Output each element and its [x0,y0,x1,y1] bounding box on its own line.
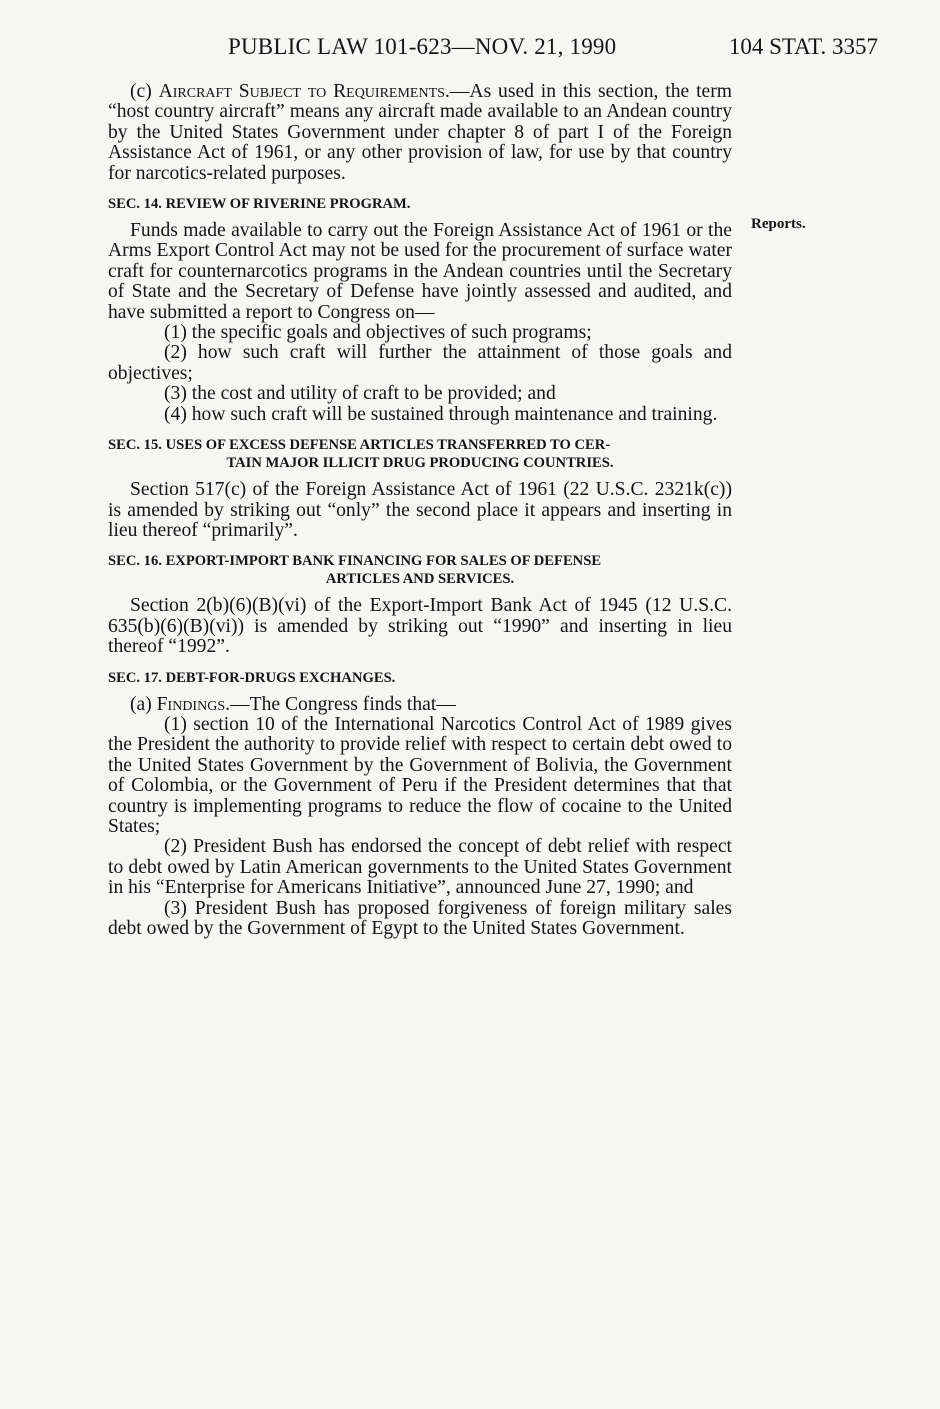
section-17-heading: SEC. 17. DEBT-FOR-DRUGS EXCHANGES. [108,669,396,686]
section-16-heading [108,552,732,588]
section-17-item: (2) President Bush has endorsed the concept of debt relief with respect to debt owed by Latin American governments to the United States Government in his “Enterprise for Americans Initiative”, announced June 27, 1990; and [108,836,732,899]
running-header-title: PUBLIC LAW 101-623—NOV. 21, 1990 [228,34,617,59]
paragraph-text: .—As used in this section, the term “host country aircraft” means any aircraft made available to an Andean country by the United States Government under chapter 8 of part I of the Foreign Assistance Act of 1961, or any other provision of law, for use by that country for narcotics-related purposes. [108,81,732,184]
section-17-item: (1) section 10 of the International Narcotics Control Act of 1989 gives the President the authority to provide relief with respect to certain debt owed to the United States Government by the Government of Bolivia, the Government of Colombia, or the Government of Peru if the President determines that that country is implementing programs to reduce the flow of cocaine to the United States; [108,713,732,837]
section-14-item: (1) the specific goals and objectives of such programs; [164,322,592,344]
paragraph-caption: Aircraft Subject to Requirements [158,81,445,102]
section-15-heading-line1: SEC. 15. USES OF EXCESS DEFENSE ARTICLES TRANSFERRED TO CER- [108,437,611,454]
statute-page-number: 104 STAT. 3357 [728,34,878,59]
paragraph-label: (c) [130,81,159,102]
paragraph-aircraft-subject [108,82,732,184]
section-16-text: Section 2(b)(6)(B)(vi) of the Export-Import Bank Act of 1945 (12 U.S.C. 635(b)(6)(B)(vi)) is amended by striking out “1990” and inserting in lieu thereof “1992”. [108,595,732,658]
section-16-heading-line2: ARTICLES AND SERVICES. [325,571,515,588]
section-14-item: (4) how such craft will be sustained through maintenance and training. [164,403,718,425]
section-17-findings [108,695,732,715]
margin-note: Reports. [751,216,806,232]
section-14-item: (3) the cost and utility of craft to be provided; and [164,383,556,405]
section-16-heading-line1: SEC. 16. EXPORT-IMPORT BANK FINANCING FOR SALES OF DEFENSE [108,553,602,570]
findings-text: .—The Congress finds that— [225,693,456,715]
section-15-heading-line2: TAIN MAJOR ILLICIT DRUG PRODUCING COUNTRIES. [226,455,614,472]
body-text [108,82,732,939]
section-15-text: Section 517(c) of the Foreign Assistance Act of 1961 (22 U.S.C. 2321k(c)) is amended by striking out “only” the second place it appears and inserting in lieu thereof “primarily”. [108,479,732,541]
findings-caption: Findings [156,693,226,715]
section-17-item: (3) President Bush has proposed forgiveness of foreign military sales debt owed by the Government of Egypt to the United States Government. [108,897,732,939]
findings-label: (a) [130,693,157,715]
section-14-item: (2) how such craft will further the attainment of those goals and objectives; [108,342,732,384]
section-14-heading: SEC. 14. REVIEW OF RIVERINE PROGRAM. [108,196,411,213]
section-15-heading [108,436,732,472]
section-14-intro: Funds made available to carry out the Foreign Assistance Act of 1961 or the Arms Export Control Act may not be used for the procurement of surface water craft for counternarcotics programs in the Andean countries until the Secretary of State and the Secretary of Defense have jointly assessed and audited, and have submitted a report to Congress on— [108,220,732,323]
